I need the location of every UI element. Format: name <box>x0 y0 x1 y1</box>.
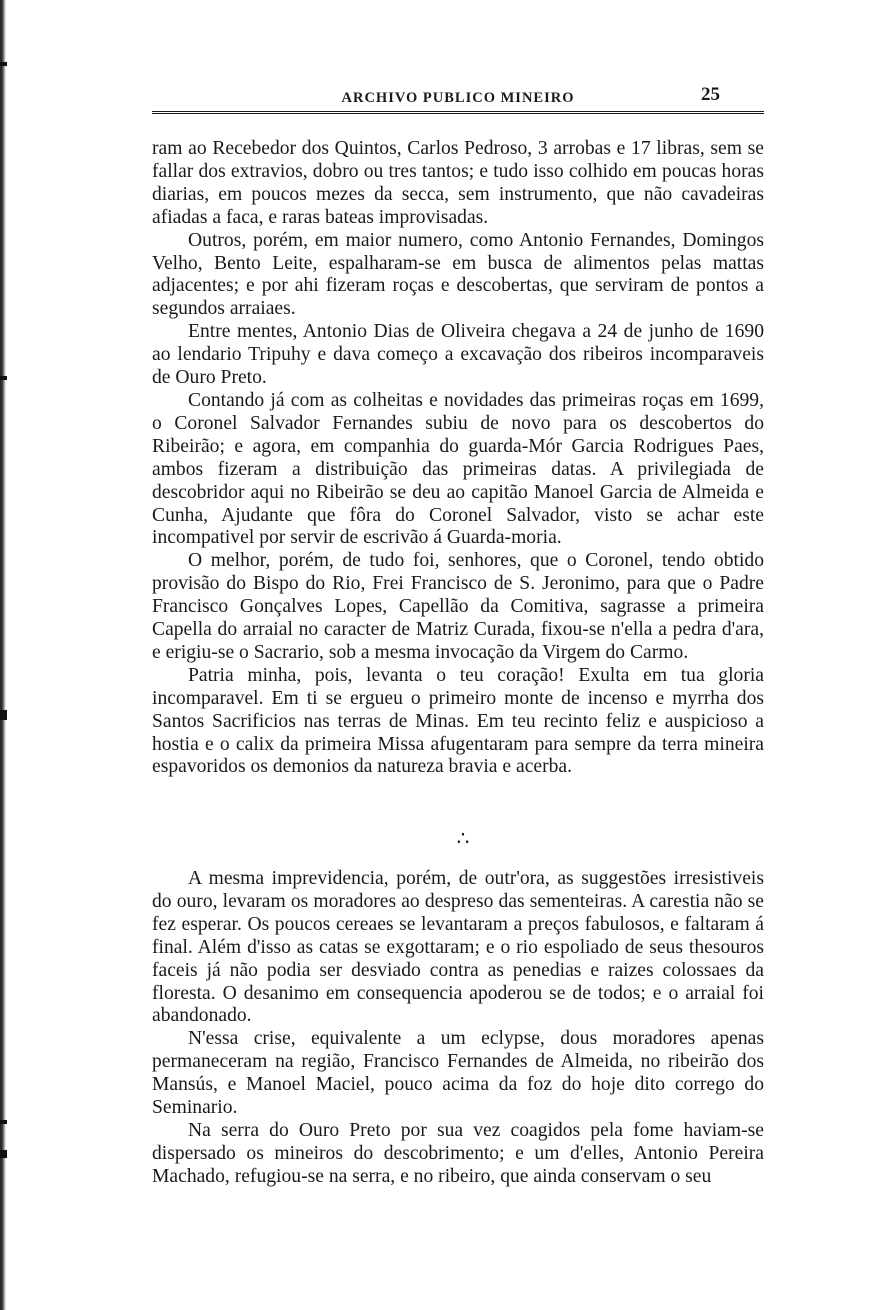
paragraph: Contando já com as colheitas e novidades das primeiras roças em 1699, o Coronel Salvador Fernandes subiu de novo para os descobertos do Ribeirão; e agora, em companhia do guarda-Mór Garcia Rodrigues Paes, ambos fizeram a distribuição das primeiras datas. A privilegiada de descobridor aqui no Ribeirão se deu ao capitão Manoel Garcia de Almeida e Cunha, Ajudante que fôra do Coronel Salvador, visto se achar este incompativel por servir de escrivão á Guarda-moria. <box>152 389 764 549</box>
header-rule <box>152 111 764 114</box>
scan-binding-edge <box>0 0 9 1310</box>
paragraph: A mesma imprevidencia, porém, de outr'ora, as suggestões irresistiveis do ouro, levaram os moradores ao despreso das sementeiras. A carestia não se fez esperar. Os poucos cereaes se levantaram a preços fabulosos, e faltaram á final. Além d'isso as catas se exgottaram; e o rio espoliado de seus thesouros faceis já não podia ser desviado contra as penedias e raizes colossaes da floresta. O desanimo em consequencia apoderou se de todos; e o arraial foi abandonado. <box>152 868 764 1027</box>
page-header <box>152 84 764 114</box>
section-separator: ∴ <box>456 826 468 850</box>
paragraph: Outros, porém, em maior numero, como Antonio Fernandes, Domingos Velho, Bento Leite, espalharam-se em busca de alimentos pelas mattas adjacentes; e por ahi fizeram roças e descobertas, que serviram de pontos a segundos arraiaes. <box>152 229 764 320</box>
scan-edge-mark <box>0 1150 7 1158</box>
scan-edge-mark <box>0 710 7 720</box>
paragraph: N'essa crise, equivalente a um eclypse, dous moradores apenas permaneceram na região, Francisco Fernandes de Almeida, no ribeirão dos Mansús, e Manoel Maciel, pouco acima da foz do hoje dito corrego do Seminario. <box>152 1028 764 1119</box>
scan-edge-mark <box>0 1120 7 1124</box>
paragraph: Patria minha, pois, levanta o teu coração! Exulta em tua gloria incomparavel. Em ti se ergueu o primeiro monte de incenso e myrrha dos Santos Sacrificios nas terras de Minas. Em teu recinto feliz e auspicioso a hostia e o calix da primeira Missa afugentaram para sempre da terra mineira espavoridos os demonios da natureza bravia e acerba. <box>152 664 764 778</box>
text-block-1 <box>152 138 764 779</box>
page-number: 25 <box>701 84 720 105</box>
text-block-2 <box>152 868 764 1189</box>
paragraph: ram ao Recebedor dos Quintos, Carlos Pedroso, 3 arrobas e 17 libras, sem se fallar dos extravios, dobro ou tres tantos; e tudo isso colhido em poucas horas diarias, em poucos mezes da secca, sem instrumento, que não cavadeiras afiadas a faca, e raras bateas improvisadas. <box>152 138 764 228</box>
paragraph: O melhor, porém, de tudo foi, senhores, que o Coronel, tendo obtido provisão do Bispo do Rio, Frei Francisco de S. Jeronimo, para que o Padre Francisco Gonçalves Lopes, Capellão da Comitiva, sagrasse a primeira Capella do arraial no caracter de Matriz Curada, fixou-se n'ella a pedra d'ara, e erigiu-se o Sacrario, sob a mesma invocação da Virgem do Carmo. <box>152 550 764 663</box>
scan-edge-mark <box>0 376 7 380</box>
paragraph: Na serra do Ouro Preto por sua vez coagidos pela fome haviam-se dispersado os mineiros do descobrimento; e um d'elles, Antonio Pereira Machado, refugiou-se na serra, e no ribeiro, que ainda conservam o seu <box>152 1119 764 1187</box>
paragraph: Entre mentes, Antonio Dias de Oliveira chegava a 24 de junho de 1690 ao lendario Tripuhy e dava começo a excavação dos ribeiros incomparaveis de Ouro Preto. <box>152 321 764 389</box>
running-head: ARCHIVO PUBLICO MINEIRO <box>341 90 575 106</box>
scan-edge-mark <box>0 62 7 66</box>
